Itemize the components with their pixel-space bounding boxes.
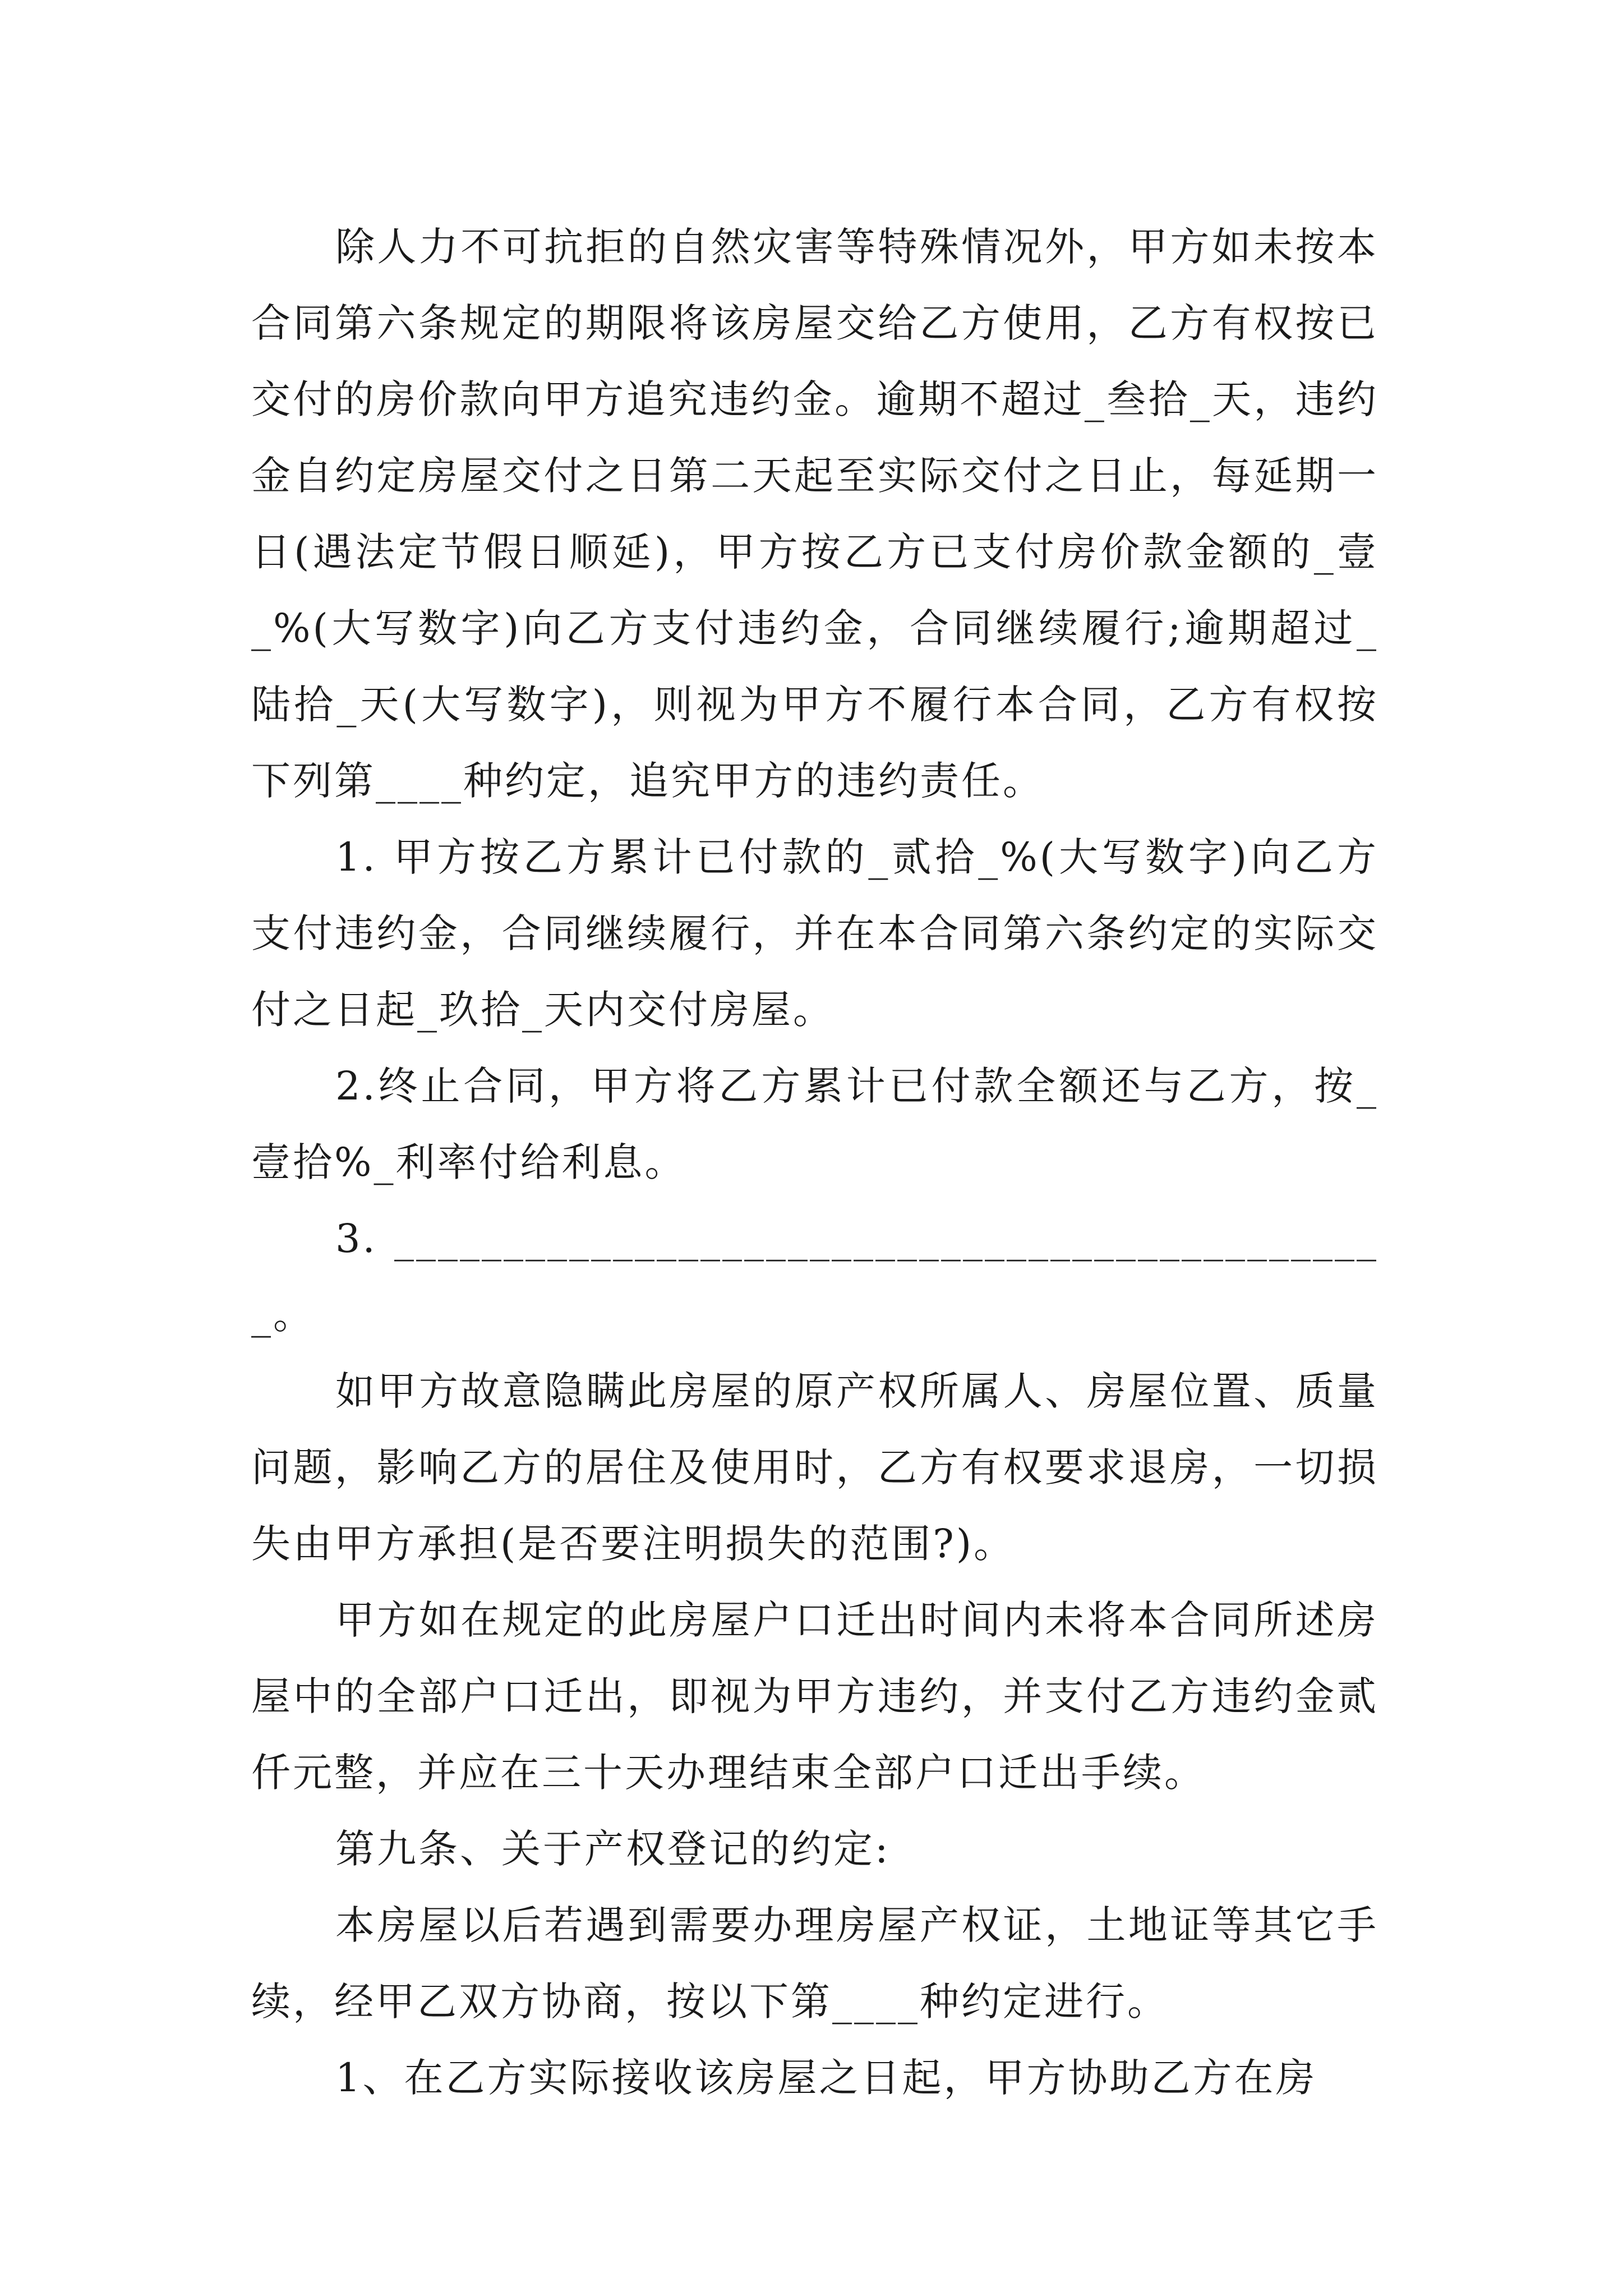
paragraph-property-certificate: 本房屋以后若遇到需要办理房屋产权证，土地证等其它手续，经甲乙双方协商，按以下第____种约定进行。 bbox=[251, 1902, 1378, 2024]
paragraph-item-1: 1、在乙方实际接收该房屋之日起，甲方协助乙方在房 bbox=[335, 2055, 1317, 2101]
paragraph-concealment: 如甲方故意隐瞒此房屋的原产权所属人、房屋位置、质量问题，影响乙方的居住及使用时，乙方有权要求退房，一切损失由甲方承担(是否要注明损失的范围?)。 bbox=[251, 1368, 1378, 1567]
paragraph-option-2: 2.终止合同，甲方将乙方累计已付款全额还与乙方，按_壹拾%_利率付给利息。 bbox=[251, 1063, 1378, 1185]
paragraph-option-3: 3. ______________________________________________。 bbox=[251, 1216, 1378, 1338]
article-nine-heading: 第九条、关于产权登记的约定: bbox=[335, 1826, 891, 1872]
paragraph-delivery-penalty: 除人力不可抗拒的自然灾害等特殊情况外，甲方如未按本合同第六条规定的期限将该房屋交给乙方使用，乙方有权按已交付的房价款向甲方追究违约金。逾期不超过_叁拾_天，违约金自约定房屋交付之日第二天起至实际交付之日止，每延期一日(遇法定节假日顺延)，甲方按乙方已支付房价款金额的_壹_%(大写数字)向乙方支付违约金，合同继续履行;逾期超过_陆拾_天(大写数字)，则视为甲方不履行本合同，乙方有权按下列第____种约定，追究甲方的违约责任。 bbox=[251, 224, 1378, 804]
paragraph-option-1: 1. 甲方按乙方累计已付款的_贰拾_%(大写数字)向乙方支付违约金，合同继续履行，并在本合同第六条约定的实际交付之日起_玖拾_天内交付房屋。 bbox=[251, 834, 1378, 1033]
contract-body bbox=[251, 209, 1378, 2116]
paragraph-household-registration: 甲方如在规定的此房屋户口迁出时间内未将本合同所述房屋中的全部户口迁出，即视为甲方违约，并支付乙方违约金贰仟元整，并应在三十天办理结束全部户口迁出手续。 bbox=[251, 1597, 1378, 1796]
